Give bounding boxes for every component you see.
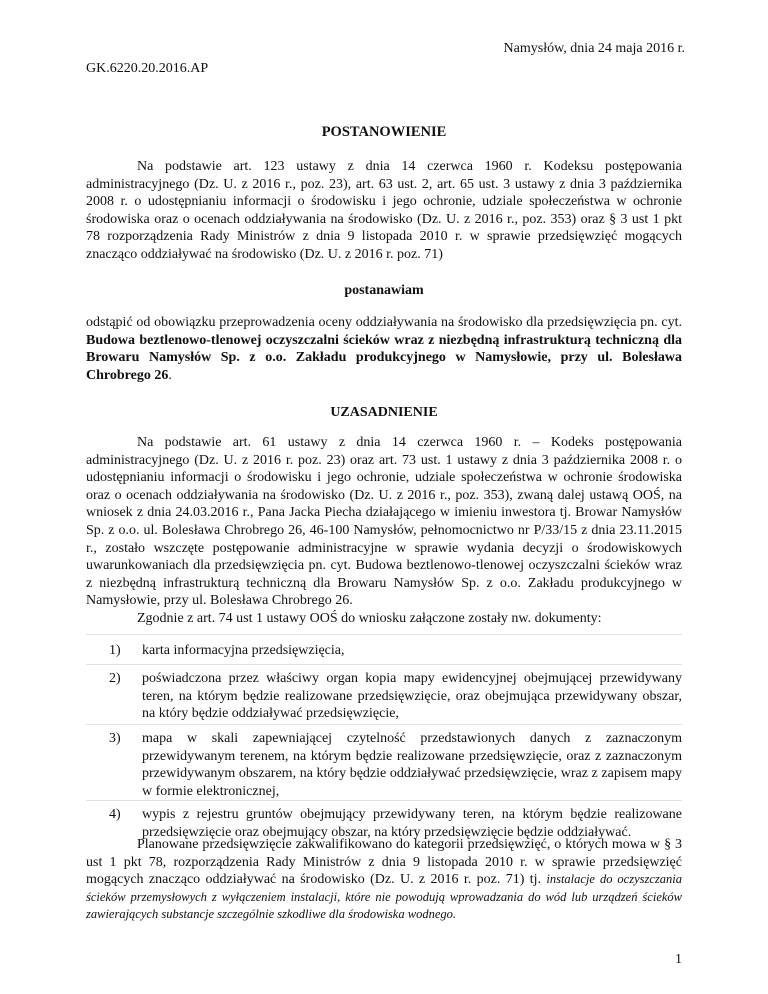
list-item-number: 2)	[109, 671, 121, 686]
table-rule	[86, 800, 682, 801]
document-title: POSTANOWIENIE	[321, 124, 447, 140]
list-item-text: karta informacyjna przedsięwzięcia,	[142, 643, 345, 658]
list-item-text: wypis z rejestru gruntów obejmujący przewidywany teren, na którym będzie realizowane przedsięwzięcie oraz obejmujący obszar, na który przedsięwzięcie będzie oddziaływać.	[142, 807, 682, 840]
table-rule	[86, 634, 682, 635]
reference-number: GK.6220.20.2016.AP	[86, 61, 209, 76]
project-name: Budowa beztlenowo-tlenowej oczyszczalni ścieków wraz z niezbędną infrastrukturą techniczną dla Browaru Namysłów Sp. z o.o. Zakładu produkcyjnego w Namysłowie, przy ul. Bolesława Chrobrego 26	[86, 332, 682, 383]
page-number: 1	[675, 952, 682, 967]
decision-text: odstąpić od obowiązku przeprowadzenia oceny oddziaływania na środowisko dla przedsięwzięcia pn. cyt.	[86, 315, 682, 330]
list-item-number: 1)	[109, 643, 121, 658]
classification-text: Planowane przedsięwzięcie zakwalifikowano do kategorii przedsięwzięć, o których mowa w § 3 ust 1 pkt 78, rozporządzenia Rady Ministrów z dnia 9 listopada 2010 r. w sprawie przedsięwzięć mogących znacząco oddziaływać na środowisko (Dz. U. z 2016 r. poz. 71) tj.	[86, 837, 682, 888]
list-item-number: 3)	[109, 731, 121, 746]
classification-paragraph	[86, 836, 682, 924]
documents-intro: Zgodnie z art. 74 ust 1 ustawy OOŚ do wniosku załączone zostały nw. dokumenty:	[137, 611, 602, 626]
table-rule	[86, 724, 682, 725]
documents-list	[86, 638, 682, 840]
legal-basis-paragraph: Na podstawie art. 123 ustawy z dnia 14 czerwca 1960 r. Kodeksu postępowania administracyjnego (Dz. U. z 2016 r., poz. 23), art. 63 ust. 2, art. 65 ust. 3 ustawy z dnia 3 października 2008 r. o udostępnianiu informacji o środowisku i jego ochronie, udziale społeczeństwa w ochronie środowiska oraz o ocenach oddziaływania na środowisko (Dz. U. z 2016 r., poz. 353) oraz § 3 ust 1 pkt 78 rozporządzenia Rady Ministrów z dnia 9 listopada 2010 r. w sprawie przedsięwzięć mogących znacząco oddziaływać na środowisko (Dz. U. z 2016 r. poz. 71)	[86, 159, 682, 262]
justification-paragraph: Na podstawie art. 61 ustawy z dnia 14 czerwca 1960 r. – Kodeks postępowania administracyjnego (Dz. U. z 2016 r. poz. 23) oraz art. 73 ust. 1 ustawy z dnia 3 października 2008 r. o udostępnianiu informacji o środowisku i jego ochronie, udziale społeczeństwa w ochronie środowiska oraz o ocenach oddziaływania na środowisko (Dz. U. z 2016 r., poz. 353), zwaną dalej ustawą OOŚ, na wniosek z dnia 24.03.2016 r., Pana Jacka Piecha działającego w imieniu inwestora tj. Browar Namysłów Sp. z o.o. ul. Bolesława Chrobrego 26, 46-100 Namysłów, pełnomocnictwo nr P/33/15 z dnia 23.11.2015 r., zostało wszczęte postępowanie administracyjne w sprawie wydania decyzji o środowiskowych uwarunkowaniach dla przedsięwzięcia pn. cyt. Budowa beztlenowo-tlenowej oczyszczalni ścieków wraz z niezbędną infrastrukturą techniczną dla Browaru Namysłów Sp. z o.o. Zakładu produkcyjnego w Namysłowie, przy ul. Bolesława Chrobrego 26.	[86, 435, 682, 609]
decision-end: .	[168, 367, 172, 383]
decision-paragraph	[86, 314, 682, 384]
list-item-text: mapa w skali zapewniającej czytelność przedstawionych danych z zaznaczonym przewidywanym terenem, na którym będzie realizowane przedsięwzięcie, oraz z zaznaczonym przewidywanym obszarem, na który będzie oddziaływać przedsięwzięcie, wraz z zapisem mapy w formie elektronicznej,	[142, 731, 682, 799]
list-item-text: poświadczona przez właściwy organ kopia mapy ewidencyjnej obejmującej przewidywany teren, na którym będzie realizowane przedsięwzięcie, oraz obejmująca przewidywany obszar, na który będzie oddziaływać przedsięwzięcie,	[142, 671, 682, 722]
list-item-number: 4)	[109, 807, 121, 822]
date-line: Namysłów, dnia 24 maja 2016 r.	[503, 41, 685, 56]
justification-heading: UZASADNIENIE	[330, 405, 438, 420]
classification-italic: instalacje do oczyszczania ścieków przemysłowych z wyłączeniem instalacji, które nie powodują wprowadzania do wód lub urządzeń ścieków zawierających substancje szczególnie szkodliwe dla środowiska wodnego.	[86, 872, 683, 922]
table-rule	[86, 664, 682, 665]
decision-heading: postanawiam	[344, 283, 424, 298]
